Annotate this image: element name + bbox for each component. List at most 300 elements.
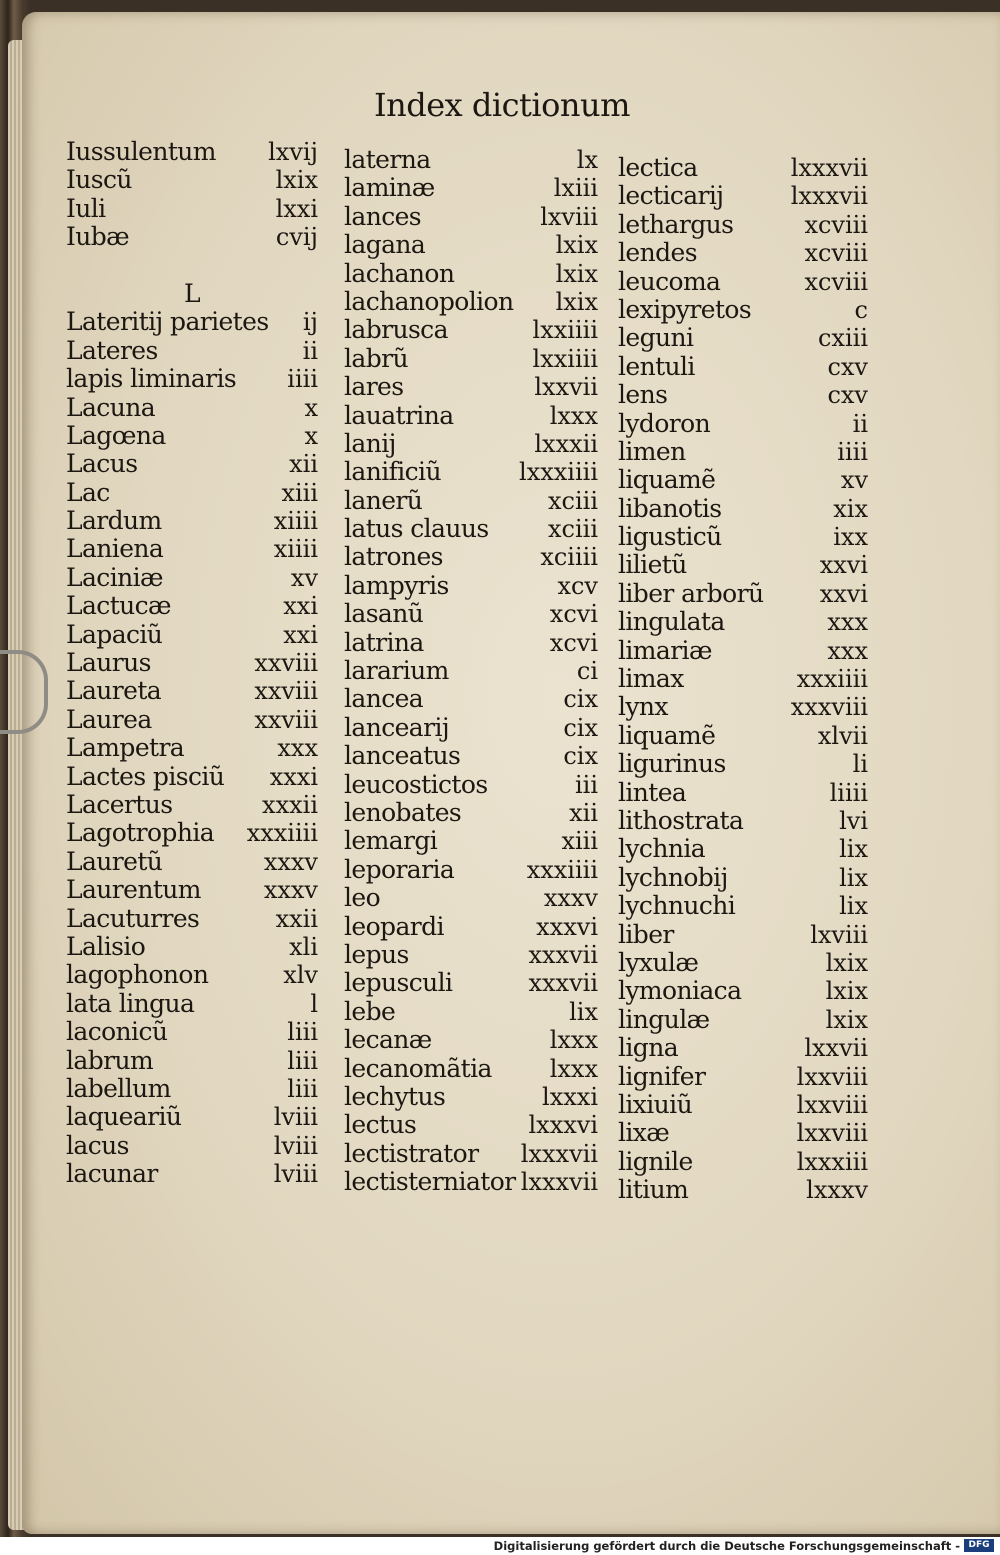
section-letter (66, 280, 318, 308)
index-entry (66, 337, 318, 365)
index-entry (66, 1103, 318, 1131)
entry-word: lares (344, 372, 404, 402)
entry-word: lanificiũ (344, 457, 441, 487)
index-entry (618, 864, 868, 892)
entry-word: laqueariũ (66, 1102, 182, 1132)
index-entry (344, 288, 598, 316)
entry-word: litium (618, 1175, 689, 1205)
entry-page-number: xiiii (273, 507, 318, 536)
index-entry (66, 450, 318, 478)
entry-page-number: xxx (827, 608, 868, 637)
entry-word: Laurus (66, 648, 151, 678)
entry-page-number: lxxxvii (790, 154, 868, 182)
entry-page-number: xciii (547, 515, 598, 544)
entry-page-number: xxxvi (536, 912, 598, 941)
index-entry (618, 608, 868, 636)
index-entry (618, 154, 868, 182)
index-entry (66, 365, 318, 393)
entry-page-number: c (854, 295, 868, 324)
index-entry (344, 998, 598, 1026)
entry-page-number: lxiii (553, 174, 598, 203)
entry-page-number: cix (563, 742, 598, 771)
index-entry (344, 884, 598, 912)
entry-page-number: lxxx (549, 1026, 598, 1055)
entry-word: Lapaciũ (66, 619, 163, 649)
dfg-logo: DFG (964, 1539, 994, 1552)
entry-word: lectus (344, 1110, 417, 1140)
entry-page-number: xxx (827, 636, 868, 665)
index-entry (66, 422, 318, 450)
index-entry (344, 742, 598, 770)
entry-page-number: lxviii (810, 920, 868, 949)
entry-page-number: lxxvii (534, 373, 598, 402)
entry-page-number: xiiii (273, 535, 318, 564)
entry-page-number: lxxiiii (532, 316, 598, 345)
index-entry (344, 402, 598, 430)
entry-word: lendes (618, 238, 697, 268)
index-entry (618, 949, 868, 977)
entry-word: Lagœna (66, 420, 166, 450)
entry-page-number: lxix (555, 287, 598, 316)
entry-word: lacus (66, 1130, 129, 1160)
entry-page-number: xiii (281, 478, 318, 507)
index-entry (66, 1132, 318, 1160)
entry-page-number: x (304, 393, 318, 422)
index-entry (66, 649, 318, 677)
index-entry (344, 458, 598, 486)
entry-page-number: xxxiiii (796, 665, 868, 694)
entry-page-number: xix (833, 494, 868, 523)
index-entry (618, 353, 868, 381)
entry-page-number: cxiii (817, 324, 868, 353)
entry-word: lapis liminaris (66, 364, 237, 394)
entry-page-number: lxxi (275, 194, 318, 223)
index-entry (618, 835, 868, 863)
entry-word: lagophonon (66, 960, 209, 990)
index-entry (344, 174, 598, 202)
entry-page-number: liii (287, 1018, 318, 1047)
entry-word: Lardum (66, 506, 162, 536)
entry-word: leucostictos (344, 769, 488, 799)
index-entry (344, 600, 598, 628)
entry-word: lagana (344, 230, 426, 260)
entry-word: leguni (618, 323, 694, 353)
entry-word: Lactes pisciũ (66, 761, 225, 791)
entry-page-number: lxxxv (806, 1176, 868, 1205)
entry-page-number: lxvij (268, 138, 318, 166)
index-column-1 (66, 138, 318, 1188)
index-entry (618, 466, 868, 494)
entry-word: leopardi (344, 911, 444, 941)
entry-word: Iubæ (66, 222, 130, 252)
index-entry (66, 479, 318, 507)
entry-page-number: lxxxvii (790, 182, 868, 211)
entry-word: lachanon (344, 258, 455, 288)
entry-word: Lateres (66, 335, 158, 365)
entry-page-number: xv (290, 563, 318, 592)
entry-word: Iuli (66, 193, 106, 223)
index-entry (66, 677, 318, 705)
index-entry (618, 523, 868, 551)
entry-word: laconicũ (66, 1017, 168, 1047)
entry-page-number: lxviii (540, 202, 598, 231)
index-entry (344, 231, 598, 259)
index-entry (344, 430, 598, 458)
entry-word: labrusca (344, 315, 448, 345)
index-entry (66, 905, 318, 933)
index-entry (618, 892, 868, 920)
index-entry (66, 706, 318, 734)
entry-word: liquamẽ (618, 465, 716, 495)
entry-word: lymoniaca (618, 976, 742, 1006)
index-entry (66, 1047, 318, 1075)
index-entry (344, 685, 598, 713)
index-entry (618, 268, 868, 296)
entry-page-number: cix (563, 713, 598, 742)
page-title: Index dictionum (374, 86, 630, 124)
index-entry (344, 203, 598, 231)
entry-word: lampyris (344, 570, 449, 600)
entry-page-number: lviii (273, 1160, 318, 1189)
entry-word: lilietũ (618, 550, 687, 580)
entry-page-number: xcviii (804, 210, 868, 239)
index-entry (618, 239, 868, 267)
entry-word: lixæ (618, 1118, 670, 1148)
entry-page-number: xcviii (804, 239, 868, 268)
entry-page-number: xxviii (254, 705, 318, 734)
entry-page-number: lix (839, 835, 868, 864)
entry-word: limax (618, 664, 684, 694)
entry-page-number: lx (576, 146, 598, 174)
entry-page-number: xxxviii (790, 693, 868, 722)
entry-page-number: xxii (275, 904, 318, 933)
entry-page-number: xii (289, 450, 318, 479)
index-entry (618, 551, 868, 579)
entry-page-number: xxviii (254, 649, 318, 678)
entry-page-number: xxxv (263, 847, 318, 876)
index-entry (66, 1160, 318, 1188)
entry-page-number: lxix (825, 977, 868, 1006)
entry-page-number: xxviii (254, 677, 318, 706)
entry-page-number: lxix (825, 948, 868, 977)
index-entry (618, 921, 868, 949)
index-entry (618, 807, 868, 835)
entry-page-number: lxxviii (796, 1090, 868, 1119)
entry-page-number: xxxv (263, 876, 318, 905)
index-entry (618, 977, 868, 1005)
index-entry (618, 1148, 868, 1176)
entry-word: lemargi (344, 826, 438, 856)
index-entry (344, 543, 598, 571)
index-entry (344, 373, 598, 401)
entry-page-number: xxxvii (528, 940, 598, 969)
entry-page-number: cxv (827, 352, 868, 381)
entry-word: libanotis (618, 493, 722, 523)
index-entry (66, 961, 318, 989)
index-entry (618, 182, 868, 210)
entry-page-number: xxxv (543, 884, 598, 913)
entry-page-number: xv (840, 466, 868, 495)
entry-word: Lampetra (66, 733, 185, 763)
entry-word: lychnobij (618, 862, 728, 892)
entry-page-number: lxxxi (542, 1082, 598, 1111)
entry-word: Iuscũ (66, 165, 132, 195)
entry-word: leo (344, 883, 381, 913)
entry-page-number: ixx (833, 523, 868, 552)
entry-page-number: ij (302, 308, 318, 337)
entry-word: Lalisio (66, 931, 146, 961)
index-entry (344, 799, 598, 827)
index-entry (66, 507, 318, 535)
entry-word: lexipyretos (618, 294, 752, 324)
entry-page-number: lxxviii (796, 1119, 868, 1148)
entry-page-number: xcviii (804, 267, 868, 296)
footer-bar (0, 1537, 1000, 1555)
entry-word: lynx (618, 692, 668, 722)
entry-word: lithostrata (618, 805, 744, 835)
entry-page-number: xii (569, 798, 598, 827)
entry-page-number: xlv (283, 961, 318, 990)
index-column-2 (344, 146, 598, 1196)
index-entry (66, 394, 318, 422)
entry-page-number: iiii (837, 437, 868, 466)
index-column-3 (618, 154, 868, 1204)
index-entry (344, 515, 598, 543)
entry-page-number: lxxx (549, 401, 598, 430)
entry-word: lepus (344, 939, 409, 969)
index-entry (618, 693, 868, 721)
entry-page-number: xciiii (540, 543, 598, 572)
entry-page-number: xcvi (549, 600, 598, 629)
index-entry (618, 637, 868, 665)
entry-page-number: xli (289, 932, 318, 961)
index-entry (618, 1119, 868, 1147)
blank-line (66, 252, 318, 280)
index-entry (618, 211, 868, 239)
index-entry (344, 941, 598, 969)
index-entry (618, 1006, 868, 1034)
index-entry (66, 763, 318, 791)
entry-page-number: lxxvii (804, 1034, 868, 1063)
entry-word: lecanæ (344, 1025, 432, 1055)
entry-word: labrũ (344, 343, 408, 373)
entry-word: lydoron (618, 408, 711, 438)
index-entry (66, 990, 318, 1018)
entry-word: Lacuna (66, 392, 156, 422)
entry-page-number: liii (287, 1046, 318, 1075)
index-entry (618, 381, 868, 409)
index-entry (344, 969, 598, 997)
entry-page-number: lxxxiiii (519, 458, 598, 487)
index-entry (618, 750, 868, 778)
entry-page-number: lvi (839, 806, 868, 835)
index-entry (66, 564, 318, 592)
index-entry (618, 779, 868, 807)
entry-word: lyxulæ (618, 947, 699, 977)
entry-word: leporaria (344, 854, 455, 884)
entry-word: liber arborũ (618, 578, 764, 608)
entry-word: laminæ (344, 173, 435, 203)
index-entry (618, 580, 868, 608)
index-entry (344, 572, 598, 600)
entry-word: lachanopolion (344, 286, 514, 316)
entry-word: lanij (344, 428, 396, 458)
entry-page-number: ci (576, 657, 598, 686)
entry-word: liquamẽ (618, 720, 716, 750)
entry-word: lectica (618, 153, 698, 182)
index-entry (618, 665, 868, 693)
index-entry (344, 913, 598, 941)
entry-page-number: xiii (561, 827, 598, 856)
entry-word: Lactucæ (66, 591, 171, 621)
index-entry (344, 345, 598, 373)
entry-word: lethargus (618, 209, 734, 239)
index-entry (344, 657, 598, 685)
entry-word: Laureta (66, 676, 162, 706)
entry-word: latrones (344, 542, 443, 572)
index-entry (344, 771, 598, 799)
entry-word: lingulæ (618, 1004, 710, 1034)
index-entry (66, 734, 318, 762)
entry-page-number: xxi (283, 620, 318, 649)
entry-word: Lacertus (66, 789, 173, 819)
entry-word: lauatrina (344, 400, 454, 430)
index-entry (344, 146, 598, 174)
index-entry (344, 1140, 598, 1168)
entry-word: Lagotrophia (66, 818, 215, 848)
entry-word: labellum (66, 1073, 171, 1103)
entry-word: laterna (344, 145, 431, 174)
entry-word: Lateritij parietes (66, 307, 269, 337)
entry-page-number: xxvi (819, 551, 868, 580)
index-entry (618, 438, 868, 466)
entry-page-number: lxxxvii (520, 1168, 598, 1197)
index-entry (344, 1055, 598, 1083)
entry-word: lychnuchi (618, 891, 736, 921)
entry-page-number: lxxxvii (520, 1139, 598, 1168)
entry-page-number: lxxxiii (796, 1147, 868, 1176)
entry-page-number: lxxxvi (528, 1111, 598, 1140)
entry-word: lepusculi (344, 968, 453, 998)
entry-word: leucoma (618, 266, 721, 296)
index-entry (618, 296, 868, 324)
index-entry (66, 876, 318, 904)
entry-page-number: xxxi (269, 762, 318, 791)
paper-clip-icon (0, 650, 48, 734)
entry-page-number: lix (569, 997, 598, 1026)
entry-page-number: x (304, 421, 318, 450)
entry-page-number: l (310, 989, 318, 1018)
entry-page-number: lxix (825, 1005, 868, 1034)
entry-page-number: lxxx (549, 1054, 598, 1083)
entry-page-number: lix (839, 863, 868, 892)
index-entry (66, 138, 318, 166)
entry-page-number: li (852, 750, 868, 779)
entry-word: lecanomãtia (344, 1053, 492, 1083)
index-entry (618, 324, 868, 352)
entry-word: lancearij (344, 712, 450, 742)
entry-word: lectisterniator (344, 1167, 516, 1197)
entry-word: ligurinus (618, 749, 726, 779)
entry-page-number: lxxxii (534, 429, 598, 458)
entry-word: Lacus (66, 449, 138, 479)
entry-word: lacunar (66, 1159, 158, 1189)
entry-page-number: lxxiiii (532, 344, 598, 373)
entry-page-number: xcvi (549, 628, 598, 657)
entry-word: Lac (66, 477, 110, 507)
entry-word: ligna (618, 1033, 679, 1063)
entry-word: lixiuiũ (618, 1089, 693, 1119)
footer-credit: Digitalisierung gefördert durch die Deutsche Forschungsgemeinschaft - (493, 1539, 960, 1553)
entry-page-number: iiii (287, 365, 318, 394)
entry-page-number: xlvii (817, 721, 868, 750)
entry-word: lenobates (344, 797, 462, 827)
index-entry (344, 1083, 598, 1111)
entry-word: latrina (344, 627, 424, 657)
index-entry (66, 195, 318, 223)
entry-page-number: lviii (273, 1103, 318, 1132)
entry-word: Lacuturres (66, 903, 200, 933)
entry-word: lens (618, 380, 668, 410)
index-entry (618, 722, 868, 750)
entry-word: limen (618, 436, 686, 466)
entry-word: Iussulentum (66, 137, 216, 166)
entry-page-number: cix (563, 685, 598, 714)
entry-page-number: xxxiiii (526, 855, 598, 884)
index-entry (344, 260, 598, 288)
index-entry (618, 1176, 868, 1204)
entry-page-number: cvij (275, 223, 318, 252)
index-entry (66, 621, 318, 649)
entry-word: lintea (618, 777, 687, 807)
entry-word: lychnia (618, 834, 706, 864)
section-letter-label: L (183, 278, 200, 308)
entry-page-number: ii (302, 336, 318, 365)
entry-page-number: lxxviii (796, 1062, 868, 1091)
entry-word: lebe (344, 996, 396, 1026)
entry-word: lancea (344, 684, 424, 714)
index-entry (344, 856, 598, 884)
entry-page-number: lxix (275, 166, 318, 195)
entry-word: lectistrator (344, 1138, 479, 1168)
index-entry (344, 714, 598, 742)
entry-word: Lauretũ (66, 846, 163, 876)
entry-word: lances (344, 201, 422, 231)
index-entry (344, 1111, 598, 1139)
entry-page-number: xxxii (262, 790, 318, 819)
index-entry (618, 1091, 868, 1119)
entry-page-number: xxxvii (528, 969, 598, 998)
entry-word: lanerũ (344, 485, 423, 515)
entry-word: lentuli (618, 351, 695, 381)
entry-page-number: lxix (555, 231, 598, 260)
entry-page-number: xxi (283, 592, 318, 621)
index-entry (66, 933, 318, 961)
entry-page-number: liiii (829, 778, 868, 807)
entry-page-number: xxxiiii (246, 819, 318, 848)
index-entry (344, 629, 598, 657)
index-entry (66, 848, 318, 876)
index-entry (66, 166, 318, 194)
index-entry (618, 495, 868, 523)
entry-word: lingulata (618, 607, 725, 637)
entry-word: Laciniæ (66, 562, 163, 592)
entry-page-number: ii (852, 409, 868, 438)
index-entry (66, 1018, 318, 1046)
entry-word: lasanũ (344, 599, 424, 629)
entry-page-number: iii (574, 770, 598, 799)
index-entry (344, 316, 598, 344)
